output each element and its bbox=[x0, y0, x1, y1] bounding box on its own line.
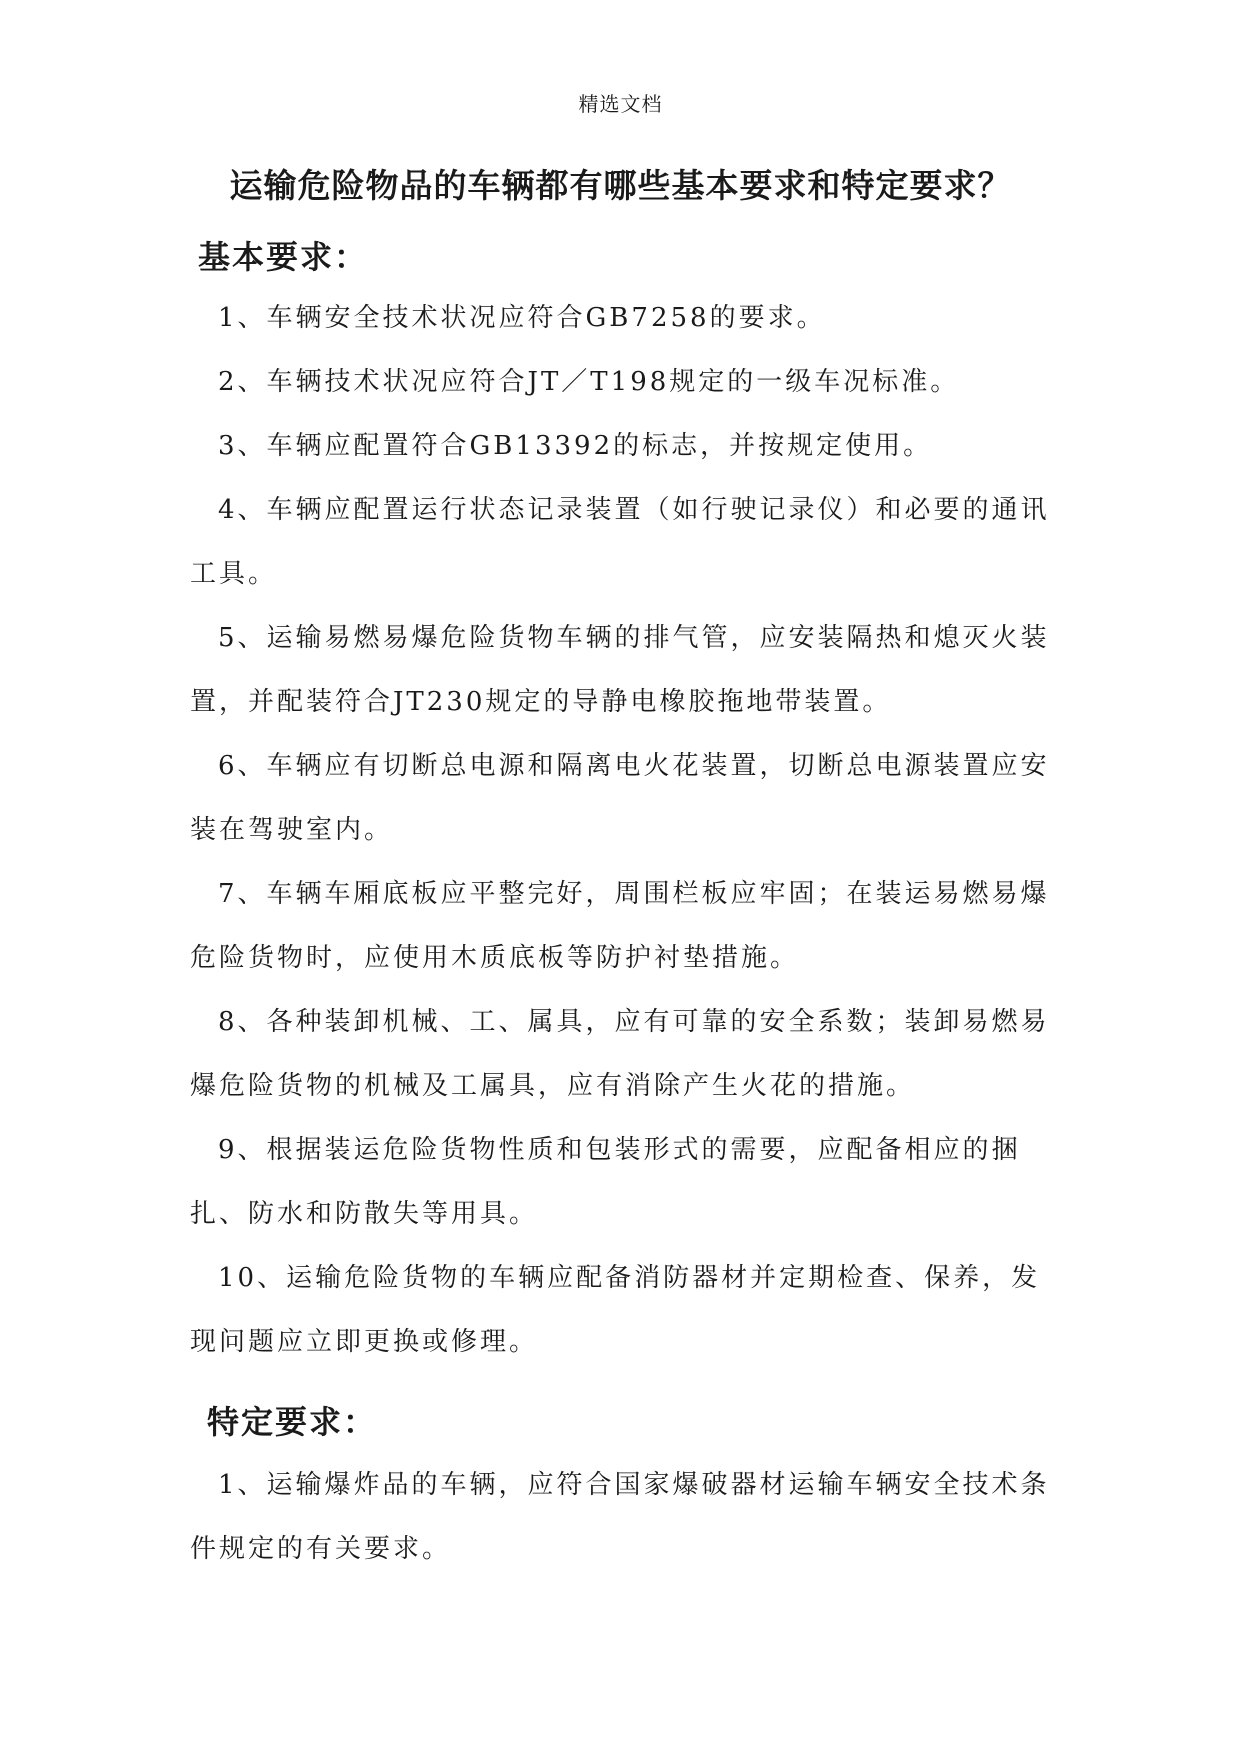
basic-item-10: 10、运输危险货物的车辆应配备消防器材并定期检查、保养，发现问题应立即更换或修理。 bbox=[190, 1263, 1041, 1357]
document-title: 运输危险物品的车辆都有哪些基本要求和特定要求？ bbox=[229, 166, 1012, 205]
section-heading-specific: 特定要求： bbox=[207, 1403, 378, 1441]
basic-item-5: 5、运输易燃易爆危险货物车辆的排气管，应安装隔热和熄灭火装置，并配装符合JT230规定的导静电橡胶拖地带装置。 bbox=[190, 623, 1050, 717]
basic-item-2: 2、车辆技术状况应符合JT／T198规定的一级车况标准。 bbox=[218, 367, 960, 397]
basic-item-7: 7、车辆车厢底板应平整完好，周围栏板应牢固；在装运易燃易爆危险货物时，应使用木质底板等防护衬垫措施。 bbox=[190, 879, 1050, 973]
basic-item-3: 3、车辆应配置符合GB13392的标志，并按规定使用。 bbox=[218, 431, 933, 461]
page-header: 精选文档 bbox=[578, 92, 663, 116]
section-heading-basic: 基本要求： bbox=[198, 238, 369, 276]
basic-item-8: 8、各种装卸机械、工、属具，应有可靠的安全系数；装卸易燃易爆危险货物的机械及工属具，应有消除产生火花的措施。 bbox=[190, 1007, 1050, 1101]
basic-item-4: 4、车辆应配置运行状态记录装置（如行驶记录仪）和必要的通讯工具。 bbox=[190, 495, 1050, 589]
basic-item-6: 6、车辆应有切断总电源和隔离电火花装置，切断总电源装置应安装在驾驶室内。 bbox=[190, 751, 1050, 845]
basic-item-9: 9、根据装运危险货物性质和包装形式的需要，应配备相应的捆扎、防水和防散失等用具。 bbox=[190, 1135, 1021, 1229]
basic-item-1: 1、车辆安全技术状况应符合GB7258的要求。 bbox=[218, 303, 826, 333]
specific-item-1: 1、运输爆炸品的车辆，应符合国家爆破器材运输车辆安全技术条件规定的有关要求。 bbox=[190, 1470, 1050, 1564]
